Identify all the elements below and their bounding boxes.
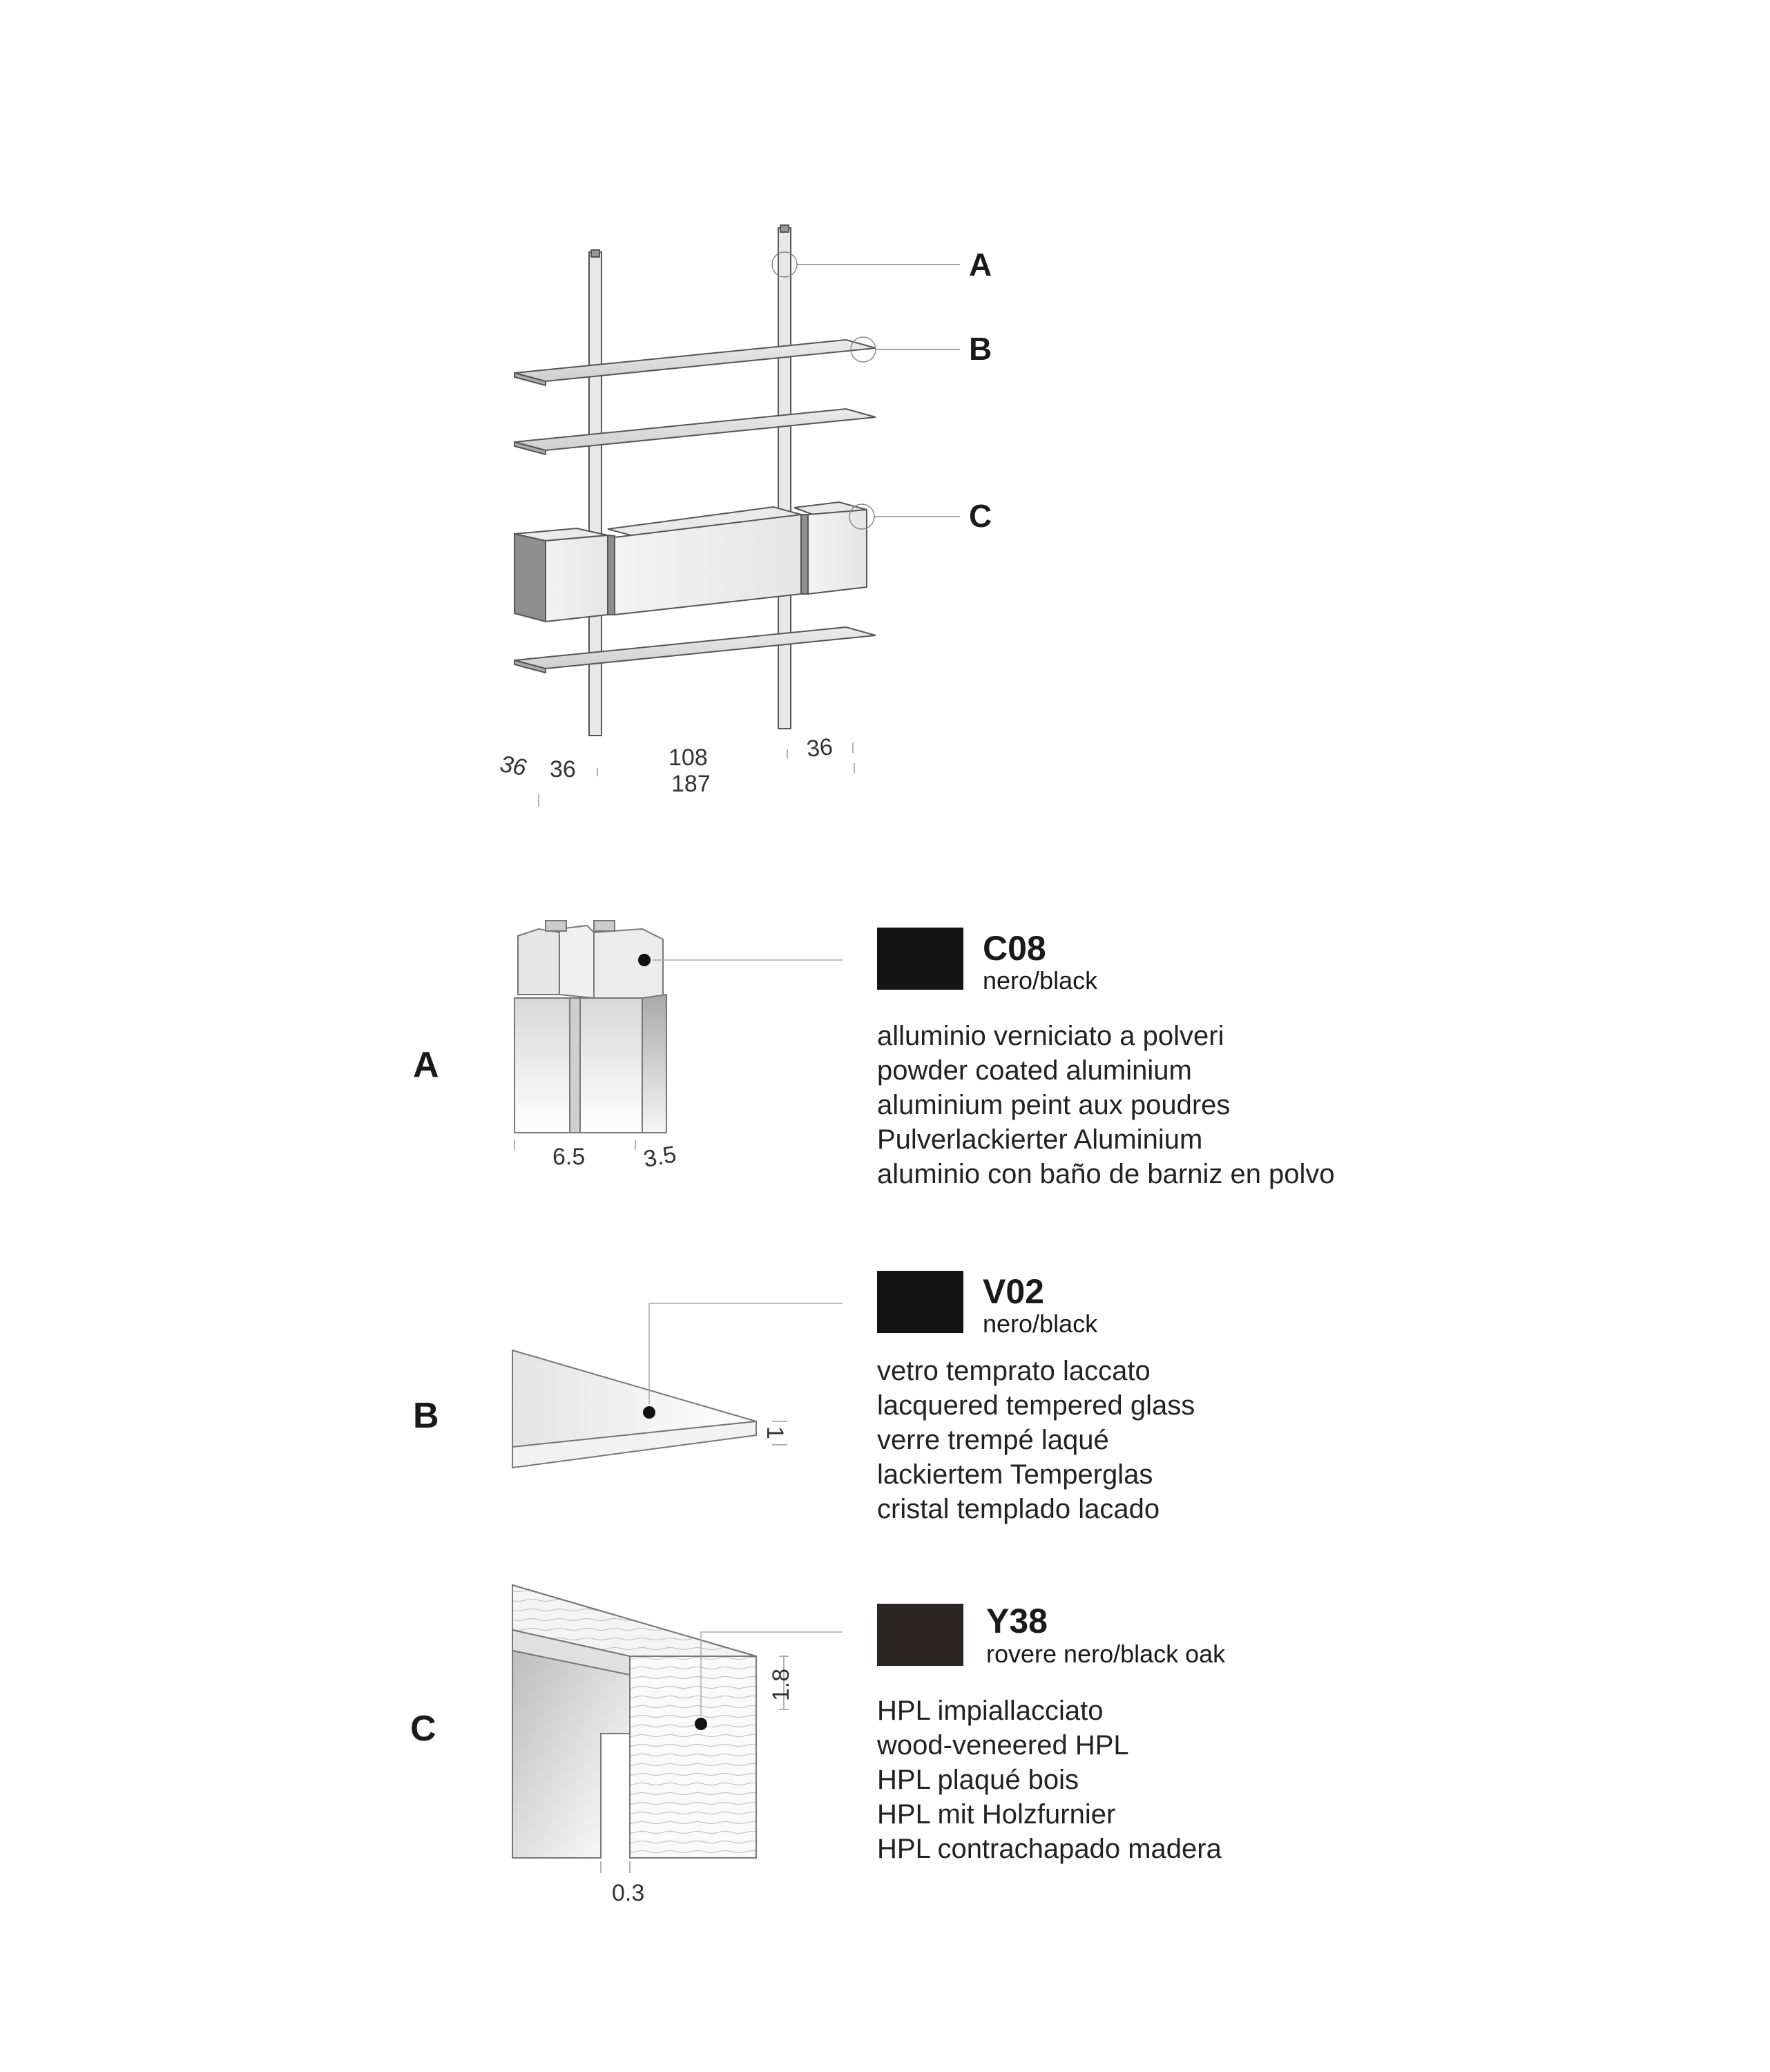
callout-leaders (772, 252, 960, 529)
desc-b-fr: verre trempé laqué (877, 1425, 1109, 1455)
dimension-36-side: 36 (498, 751, 528, 782)
finish-name-y38: rovere nero/black oak (986, 1640, 1226, 1668)
desc-c-fr: HPL plaqué bois (877, 1765, 1079, 1795)
pole-right (778, 225, 791, 729)
finish-code-y38: Y38 (986, 1602, 1048, 1640)
dimension-3-5: 3.5 (641, 1141, 679, 1173)
desc-b-en: lacquered tempered glass (877, 1390, 1195, 1421)
material-description-b (877, 1354, 1195, 1526)
desc-a-de: Pulverlackierter Aluminium (877, 1124, 1203, 1155)
desc-b-it: vetro temprato laccato (877, 1356, 1151, 1386)
section-letter-a: A (413, 1045, 439, 1085)
callout-a: A (969, 247, 992, 282)
dimension-1-8: 1.8 (768, 1668, 795, 1702)
dimension-108: 108 (668, 745, 708, 771)
desc-c-en: wood-veneered HPL (877, 1730, 1129, 1761)
finish-name-c08: nero/black (983, 966, 1098, 995)
shelving-overview-drawing (0, 0, 1770, 829)
material-description-a (877, 1019, 1335, 1191)
desc-c-it: HPL impiallacciato (877, 1696, 1104, 1726)
desc-a-es: aluminio con baño de barniz en polvo (877, 1159, 1335, 1189)
section-letter-b: B (413, 1396, 439, 1436)
swatch-v02 (877, 1271, 963, 1333)
dimension-36-left: 36 (550, 756, 576, 783)
callout-c: C (969, 498, 992, 534)
swatch-c08 (877, 928, 963, 990)
desc-a-it: alluminio verniciato a polveri (877, 1021, 1224, 1051)
desc-a-fr: aluminium peint aux poudres (877, 1090, 1231, 1120)
dimension-6-5: 6.5 (552, 1144, 586, 1170)
dimension-187: 187 (671, 771, 711, 797)
desc-a-en: powder coated aluminium (877, 1055, 1192, 1086)
dimension-0-3: 0.3 (612, 1880, 645, 1906)
dimension-36-right: 36 (805, 733, 834, 762)
desc-c-de: HPL mit Holzfurnier (877, 1799, 1116, 1830)
desc-c-es: HPL contrachapado madera (877, 1834, 1222, 1864)
finish-name-v02: nero/black (983, 1310, 1098, 1338)
section-letter-c: C (410, 1709, 436, 1749)
shelf-3 (514, 627, 876, 673)
finish-code-c08: C08 (983, 929, 1046, 968)
desc-b-de: lackiertem Temperglas (877, 1459, 1153, 1490)
swatch-y38 (877, 1604, 963, 1666)
finish-code-v02: V02 (983, 1272, 1044, 1311)
material-description-c (877, 1694, 1222, 1866)
shelf-2 (514, 409, 876, 454)
storage-boxes (514, 502, 867, 622)
dimension-1: 1 (761, 1426, 788, 1439)
desc-b-es: cristal templado lacado (877, 1494, 1160, 1524)
callout-b: B (969, 331, 992, 367)
shelf-1 (514, 340, 876, 385)
